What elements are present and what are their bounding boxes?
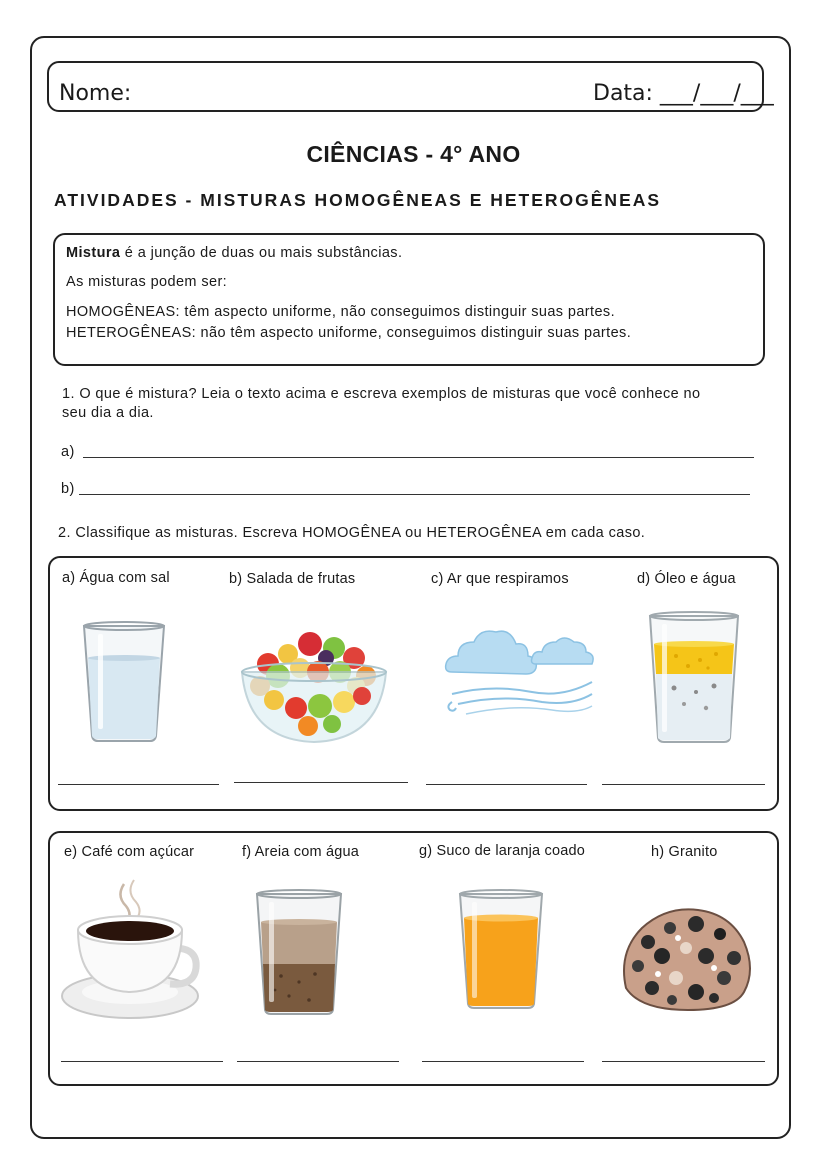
item-c-label: c) Ar que respiramos bbox=[431, 571, 569, 587]
answer-a-line[interactable] bbox=[83, 457, 754, 458]
item-e-label: e) Café com açúcar bbox=[64, 844, 195, 860]
item-b-label: b) Salada de frutas bbox=[229, 571, 356, 587]
coffee-cup-icon bbox=[58, 878, 202, 1024]
definition-line-1-rest: é a junção de duas ou mais substâncias. bbox=[120, 245, 403, 261]
item-c-answer-line[interactable] bbox=[426, 784, 587, 785]
fruit-salad-bowl-icon bbox=[238, 628, 390, 746]
clouds-wind-icon bbox=[442, 622, 598, 722]
answer-b-line[interactable] bbox=[79, 494, 750, 495]
name-label: Nome: bbox=[59, 81, 132, 106]
item-d-answer-line[interactable] bbox=[602, 784, 765, 785]
answer-b-label: b) bbox=[61, 481, 75, 497]
item-h-answer-line[interactable] bbox=[602, 1061, 765, 1062]
item-h-label: h) Granito bbox=[651, 844, 718, 860]
oil-and-water-glass-icon bbox=[644, 608, 744, 746]
definition-heterogeneous: HETEROGÊNEAS: não têm aspecto uniforme, conseguimos distinguir suas partes. bbox=[66, 325, 632, 341]
definition-line-1 bbox=[66, 245, 402, 261]
item-f-label: f) Areia com água bbox=[242, 844, 360, 860]
question-1-line-2: seu dia a dia. bbox=[62, 405, 154, 421]
granite-rock-icon bbox=[618, 902, 754, 1014]
glass-of-water-icon bbox=[76, 618, 172, 744]
orange-juice-glass-icon bbox=[456, 888, 546, 1012]
item-a-label: a) Água com sal bbox=[62, 570, 170, 586]
page-subtitle: ATIVIDADES - MISTURAS HOMOGÊNEAS E HETEROGÊNEAS bbox=[54, 190, 662, 210]
item-d-label: d) Óleo e água bbox=[637, 571, 736, 587]
date-label: Data: ___/___/___ bbox=[593, 81, 774, 106]
item-f-answer-line[interactable] bbox=[237, 1061, 399, 1062]
question-2-text: 2. Classifique as misturas. Escreva HOMOGÊNEA ou HETEROGÊNEA em cada caso. bbox=[58, 525, 646, 541]
sand-water-glass-icon bbox=[251, 886, 347, 1018]
page-title: CIÊNCIAS - 4° ANO bbox=[306, 141, 521, 167]
item-a-answer-line[interactable] bbox=[58, 784, 219, 785]
answer-a-label: a) bbox=[61, 444, 75, 460]
item-b-answer-line[interactable] bbox=[234, 782, 408, 783]
item-g-label: g) Suco de laranja coado bbox=[419, 843, 586, 859]
question-1-line-1: 1. O que é mistura? Leia o texto acima e escreva exemplos de misturas que você conhece no bbox=[62, 386, 701, 402]
definition-term: Mistura bbox=[66, 245, 121, 261]
item-g-answer-line[interactable] bbox=[422, 1061, 584, 1062]
item-e-answer-line[interactable] bbox=[61, 1061, 223, 1062]
definition-line-2: As misturas podem ser: bbox=[66, 274, 228, 290]
definition-homogeneous: HOMOGÊNEAS: têm aspecto uniforme, não conseguimos distinguir suas partes. bbox=[66, 304, 616, 320]
